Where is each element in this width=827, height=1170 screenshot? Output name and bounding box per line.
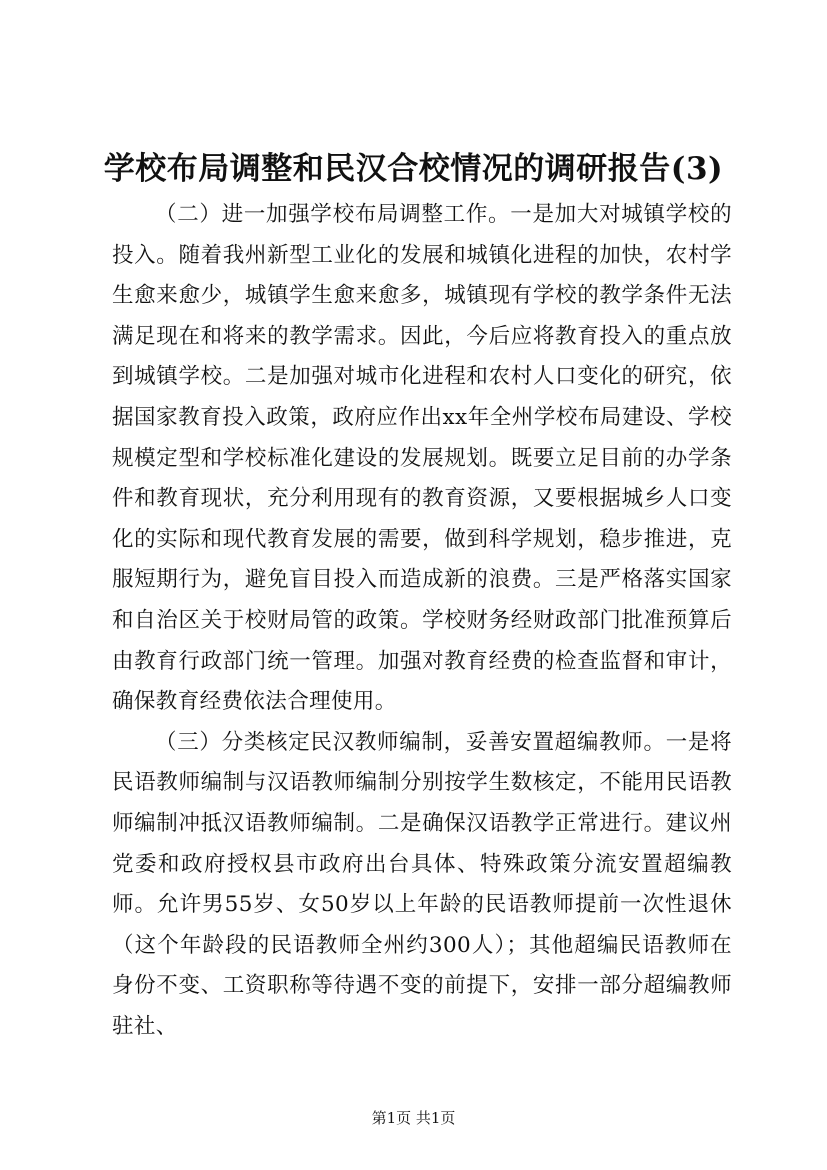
paragraph-2: （三）分类核定民汉教师编制，妥善安置超编教师。一是将民语教师编制与汉语教师编制分别按学生数核定，不能用民语教师编制冲抵汉语教师编制。二是确保汉语教学正常进行。建议州党委和政府授权县市政府出台具体、特殊政策分流安置超编教师。允许男55岁、女50岁以上年龄的民语教师提前一次性退休（这个年龄段的民语教师全州约300人）；其他超编民语教师在身份不变、工资职称等待遇不变的前提下，安排一部分超编教师驻社、: [112, 729, 732, 1039]
document-body: [112, 195, 732, 1047]
paragraph-1: （二）进一加强学校布局调整工作。一是加大对城镇学校的投入。随着我州新型工业化的发展和城镇化进程的加快，农村学生愈来愈少，城镇学生愈来愈多，城镇现有学校的教学条件无法满足现在和将来的教学需求。因此，今后应将教育投入的重点放到城镇学校。二是加强对城市化进程和农村人口变化的研究，依据国家教育投入政策，政府应作出xx年全州学校布局建设、学校规模定型和学校标准化建设的发展规划。既要立足目前的办学条件和教育现状，充分利用现有的教育资源，又要根据城乡人口变化的实际和现代教育发展的需要，做到科学规划，稳步推进，克服短期行为，避免盲目投入而造成新的浪费。三是严格落实国家和自治区关于校财局管的政策。学校财务经财政部门批准预算后由教育行政部门统一管理。加强对教育经费的检查监督和审计，确保教育经费依法合理使用。: [112, 202, 732, 715]
document-title: 学校布局调整和民汉合校情况的调研报告(3): [103, 151, 724, 187]
page-footer: 第1页 共1页: [371, 1109, 456, 1127]
